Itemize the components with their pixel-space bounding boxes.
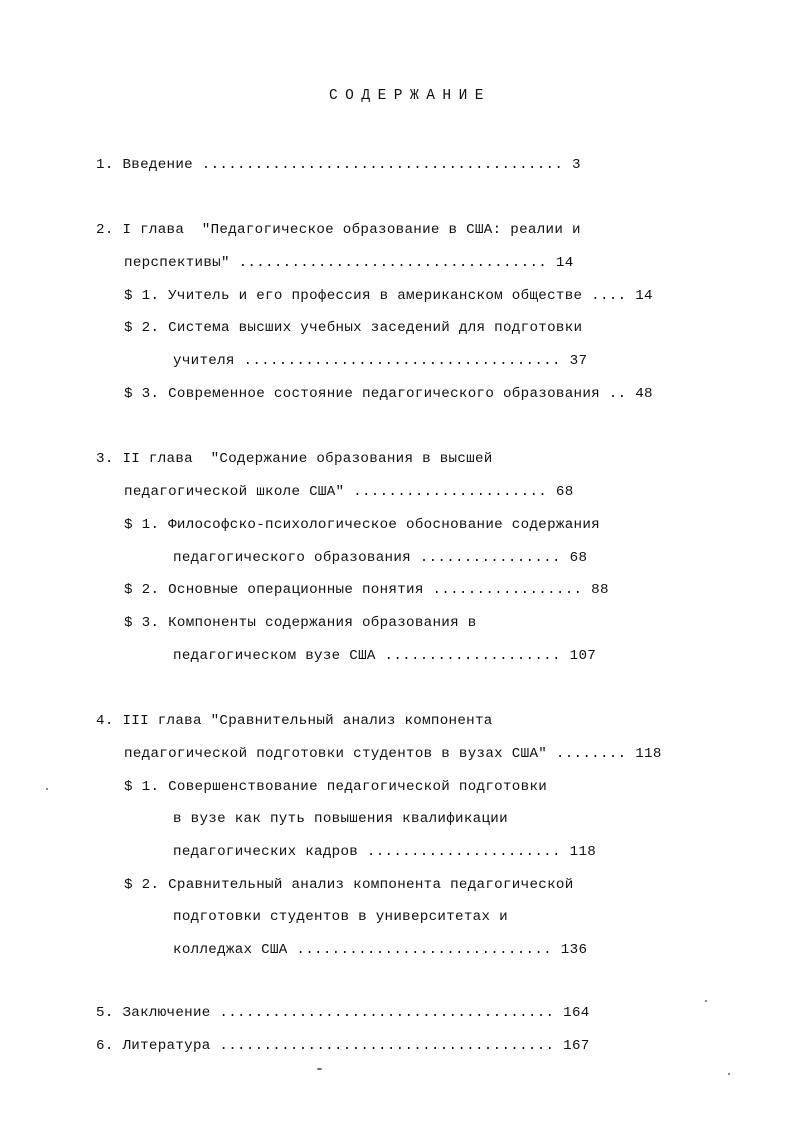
- toc-chapter-1-title: 2. I глава "Педагогическое образование в США: реалии и: [96, 222, 581, 238]
- toc-ch2-section-1-cont: педагогического образования ................ 68: [173, 550, 588, 566]
- toc-ch2-section-2: $ 2. Основные операционные понятия ................. 88: [124, 582, 609, 598]
- toc-ch1-section-1: $ 1. Учитель и его профессия в американском обществе .... 14: [124, 288, 653, 304]
- toc-chapter-1-cont: перспективы" ................................... 14: [124, 255, 574, 271]
- scan-speck: [728, 1073, 730, 1075]
- toc-entry-literature: 6. Литература ...................................... 167: [96, 1038, 590, 1054]
- toc-chapter-2-cont: педагогической школе США" ...................... 68: [124, 484, 574, 500]
- toc-entry-intro: 1. Введение ......................................... 3: [96, 157, 581, 173]
- toc-ch3-section-2-title: $ 2. Сравнительный анализ компонента педагогической: [124, 877, 574, 893]
- toc-chapter-3-title: 4. III глава "Сравнительный анализ компонента: [96, 713, 493, 729]
- toc-ch2-section-1-title: $ 1. Философско-психологическое обоснование содержания: [124, 517, 600, 533]
- scan-speck: [317, 1068, 322, 1070]
- toc-ch3-section-1-title: $ 1. Совершенствование педагогической подготовки: [124, 779, 548, 795]
- toc-ch3-section-2-line-2: подготовки студентов в университетах и: [173, 909, 508, 925]
- toc-chapter-3-cont: педагогической подготовки студентов в вузах США" ........ 118: [124, 746, 662, 762]
- toc-ch3-section-1-line-2: в вузе как путь повышения квалификации: [173, 811, 508, 827]
- scan-speck: [46, 788, 48, 790]
- scan-speck: [705, 1000, 707, 1002]
- toc-ch1-section-2-title: $ 2. Система высших учебных заседений для подготовки: [124, 320, 583, 336]
- toc-ch1-section-2-cont: учителя .................................... 37: [173, 353, 588, 369]
- toc-ch2-section-3-title: $ 3. Компоненты содержания образования в: [124, 615, 477, 631]
- toc-ch2-section-3-cont: педагогическом вузе США .................... 107: [173, 648, 597, 664]
- toc-entry-conclusion: 5. Заключение ...................................... 164: [96, 1005, 590, 1021]
- page-title: СОДЕРЖАНИЕ: [328, 88, 491, 104]
- toc-ch3-section-2-cont: колледжах США ............................. 136: [173, 942, 588, 958]
- toc-ch3-section-1-cont: педагогических кадров ...................... 118: [173, 844, 597, 860]
- toc-ch1-section-3: $ 3. Современное состояние педагогического образования .. 48: [124, 386, 653, 402]
- toc-chapter-2-title: 3. II глава "Содержание образования в высшей: [96, 451, 493, 467]
